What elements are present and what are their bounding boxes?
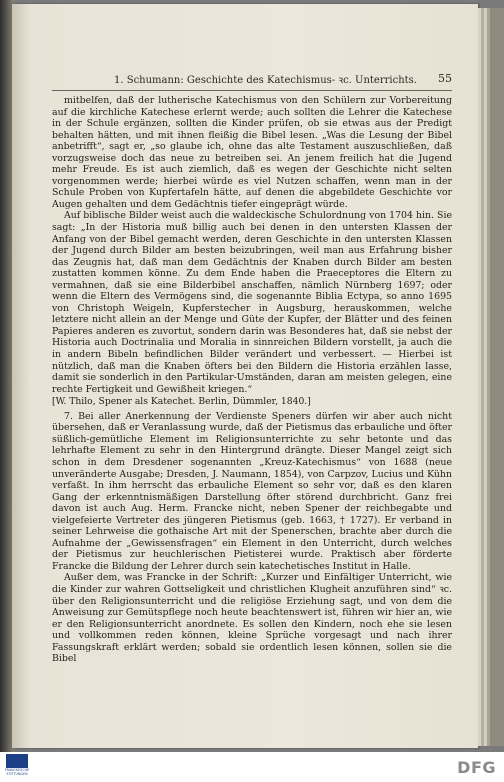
- paragraph: 7. Bei aller Anerkennung der Verdienste Speners dürfen wir aber auch nicht übersehen, daß er Veranlassung wurde, daß der Pietismus das erbauliche und öfter süßlich-gemütliche Element im Religionsunterrichte zu sehr betonte und das lehrhafte Element zu sehr in den Hintergrund drängte. Dieser Mangel zeigt sich schon in dem Dresdener sogenannten „Kreuz-Katechismus“ von 1688 (neue unveränderte Ausgabe; Dresden, J. Naumann, 1854), von Carpzov, Lucius und Kühn verfaßt. In ihm herrscht das erbauliche Element so sehr vor, daß es den klaren Gang der erkenntnismäßigen Darstellung öfter störend durchbricht. Ganz frei davon ist auch Aug. Herm. Francke nicht, neben Spener der reichbegabte und vielgefeierte Vertreter des jüngeren Pietismus (geb. 1663, † 1727). Er verband in seiner Lehrweise die gothaische Art mit der Spenerschen, brachte aber durch die Aufnahme der „Gewissensfragen“ ein Element in den Unterricht, durch welches der Pietismus zur heuchlerischen Pietisterei wurde. Praktisch aber förderte Francke die Bildung der Lehrer durch sein katechetisches Institut in Halle.: [52, 410, 452, 572]
- paragraph: mitbelfen, daß der lutherische Katechismus von den Schülern zur Vorbereitung auf die kirchliche Katechese erlernt werde; auch sollten die Lehrer die Katechese in der Schule ergänzen, sollten die Kinder prüfen, ob sie etwas aus der Predigt behalten hätten, und mit ihnen fleißig die Bibel lesen. „Was die Lesung der Bibel anbetrifft“, sagt er, „so glaube ich, ohne das alte Testament auszuschließen, daß vorzugsweise doch das neue zu betreiben sei. An jenem freilich hat die Jugend mehr Freude. Es ist auch ziemlich, daß es wegen der Geschichte nicht selten vorgenommen werde; hierbei würde es viel Nutzen schaffen, wenn man in der Schule Proben von Kupfertafeln hätte, auf denen die abgebildete Geschichte vor Augen gehalten und dem Gedächtnis tiefer eingeprägt würde.: [52, 95, 452, 210]
- citation: [W. Thilo, Spener als Katechet. Berlin, Dümmler, 1840.]: [52, 396, 311, 408]
- paragraph: Auf biblische Bilder weist auch die waldeckische Schulordnung von 1704 hin. Sie sagt: „In der Historia muß billig auch bei denen in den untersten Klassen der Anfang von der Bibel gemacht werden, deren Geschichte in den untersten Klassen der Jugend durch Bilder am besten beizubringen, weil man aus Erfahrung bisher das Zeugnis hat, daß man dem Gedächtnis der Knaben durch Bilder am besten zustatten kommen könne. Zu dem Ende haben die Praeceptores die Eltern zu vermahnen, daß sie eine Bilderbibel anschaffen, nämlich Nürnberg 1697; oder wenn die Eltern des Vermögens sind, die sogenannte Biblia Ectypa, so anno 1695 von Christoph Weigeln, Kupferstecher in Augsburg, herauskommen, welche letztere nicht allein an der Menge und Güte der Kupfer, der Blätter und des feinen Papieres anderen es zuvortut, sondern darin was Besonderes hat, daß sie nebst der Historia auch Doctrinalia und Moralia in sinnreichen Bildern vorstellt, ja auch die in andern Bibeln befindlichen Bilder verändert und verbessert. — Hierbei ist nützlich, daß man die Knaben öfters bei den Bildern die Historia erzählen lasse, damit sie sonderlich in den Partikular-Umständen, daran am meisten gelegen, eine rechte Fertigkeit und Gewißheit kriegen.“: [52, 210, 452, 395]
- page-edge: [490, 8, 504, 746]
- header-rule: [52, 90, 452, 91]
- franckesche-stiftungen-logo: [4, 754, 30, 780]
- logo-text: FRANCKESCHE STIFTUNGEN: [4, 768, 30, 776]
- running-head: 1. Schumann: Geschichte des Katechismus- ꝛc. Unterrichts.: [114, 75, 417, 86]
- logo-emblem: [6, 754, 28, 768]
- dfg-logo: DFG: [457, 758, 496, 777]
- page-body: [52, 95, 452, 665]
- paragraph: Außer dem, was Francke in der Schrift: „Kurzer und Einfältiger Unterricht, wie die Kinder zur wahren Gottseligkeit und christlichen Klugheit anzuführen sind“ ꝛc. über den Religionsunterricht und die religiöse Erziehung sagt, und von dem die Anweisung zur Gemütspflege noch heute beachtenswert ist, führen wir hier an, wie er den Religionsunterricht anordnete. Es sollen den Kindern, noch ehe sie lesen und vollkommen reden können, kleine Sprüche vorgesagt und nach ihrer Fassungskraft erklärt werden; sobald sie ordentlich lesen können, sollen sie die Bibel: [52, 572, 452, 665]
- page-header: [52, 72, 452, 88]
- viewer-footer: [0, 752, 504, 782]
- page-number: 55: [438, 72, 452, 85]
